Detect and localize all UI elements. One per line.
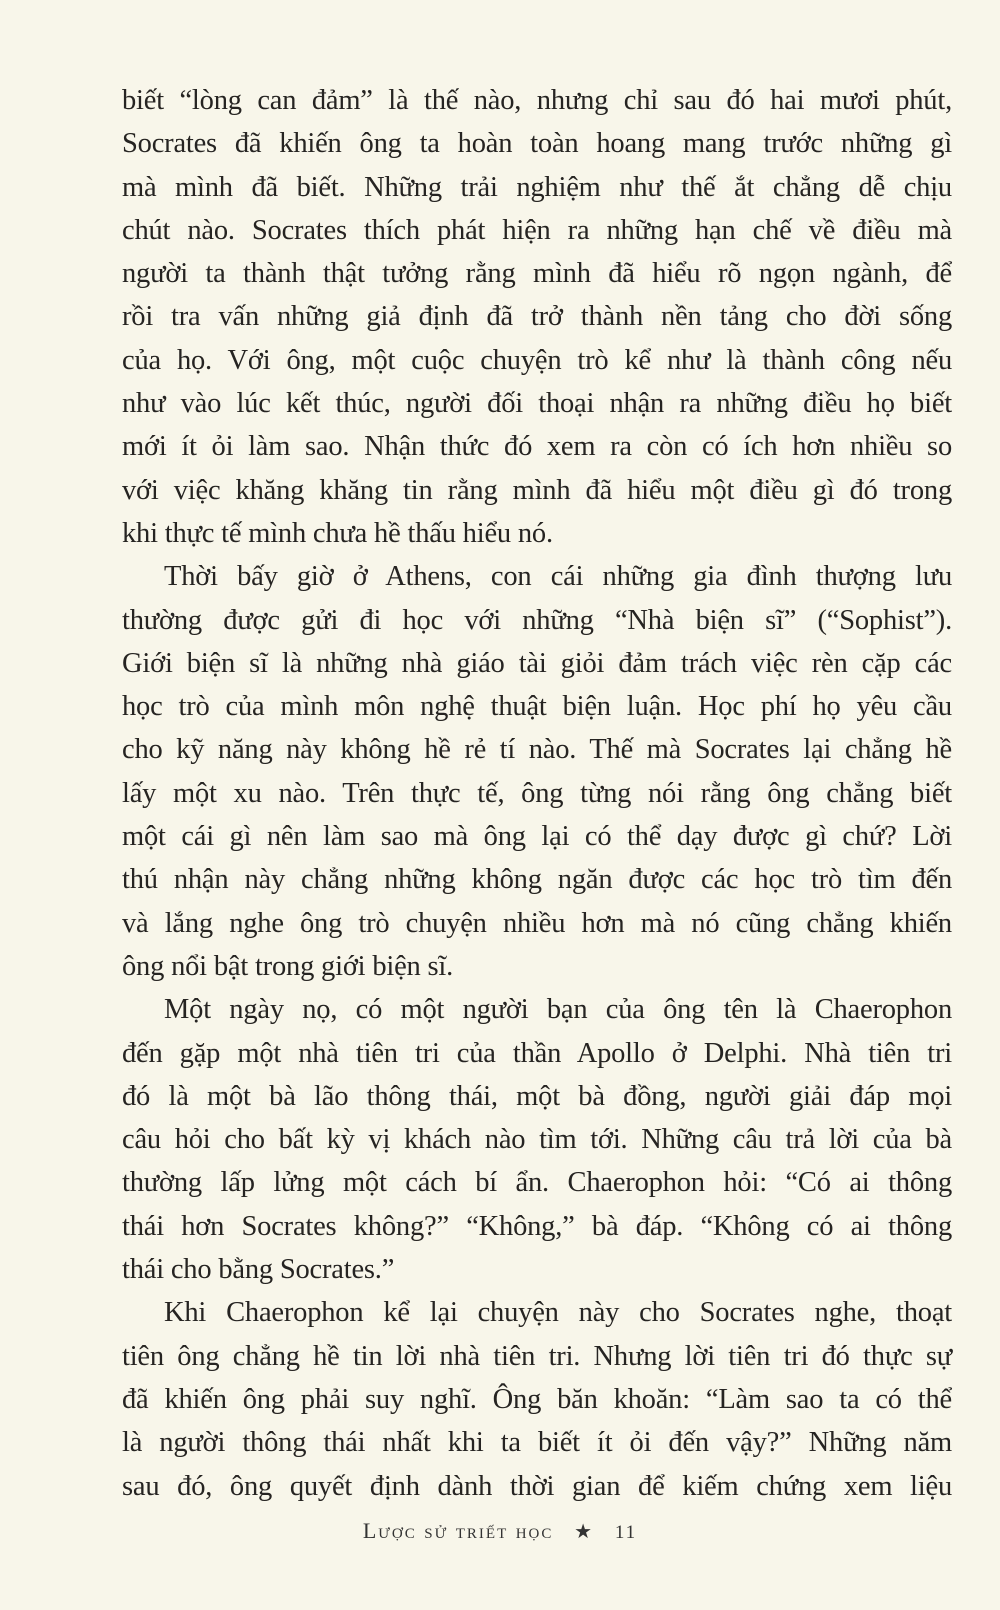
text-line: cho kỹ năng này không hề rẻ tí nào. Thế mà Socrates lại chẳng hề bbox=[122, 734, 952, 766]
paragraph bbox=[122, 988, 952, 1291]
text-line: mới ít ỏi làm sao. Nhận thức đó xem ra còn có ích hơn nhiều so bbox=[122, 431, 952, 463]
text-line: và lắng nghe ông trò chuyện nhiều hơn mà nó cũng chẳng khiến bbox=[122, 907, 952, 939]
text-line: đã khiến ông phải suy nghĩ. Ông băn khoăn: “Làm sao ta có thể bbox=[122, 1383, 952, 1415]
text-line: Một ngày nọ, có một người bạn của ông tên là Chaerophon bbox=[164, 994, 952, 1026]
text-line: tiên ông chẳng hề tin lời nhà tiên tri. Nhưng lời tiên tri đó thực sự bbox=[122, 1340, 952, 1372]
star-ornament-icon: ★ bbox=[574, 1521, 595, 1543]
text-line: như vào lúc kết thúc, người đối thoại nhận ra những điều họ biết bbox=[122, 388, 952, 420]
text-line: Giới biện sĩ là những nhà giáo tài giỏi đảm trách việc rèn cặp các bbox=[122, 647, 952, 679]
paragraph bbox=[122, 1291, 952, 1507]
page-body-text bbox=[122, 79, 952, 1508]
text-line: sau đó, ông quyết định dành thời gian để kiếm chứng xem liệu bbox=[122, 1470, 952, 1502]
paragraph bbox=[122, 79, 952, 555]
text-line: là người thông thái nhất khi ta biết ít ỏi đến vậy?” Những năm bbox=[122, 1427, 952, 1459]
running-footer-book-title: Lược sử triết học bbox=[362, 1518, 554, 1543]
text-line: học trò của mình môn nghệ thuật biện luận. Học phí họ yêu cầu bbox=[122, 691, 952, 723]
text-line: người ta thành thật tưởng rằng mình đã hiểu rõ ngọn ngành, để bbox=[122, 258, 952, 290]
page-footer bbox=[0, 1518, 1000, 1544]
text-line: Socrates đã khiến ông ta hoàn toàn hoang mang trước những gì bbox=[122, 128, 952, 160]
text-line: Thời bấy giờ ở Athens, con cái những gia đình thượng lưu bbox=[164, 561, 952, 593]
text-line: đến gặp một nhà tiên tri của thần Apollo ở Delphi. Nhà tiên tri bbox=[122, 1037, 952, 1069]
text-line: câu hỏi cho bất kỳ vị khách nào tìm tới. Những câu trả lời của bà bbox=[122, 1124, 952, 1156]
text-line: của họ. Với ông, một cuộc chuyện trò kể như là thành công nếu bbox=[122, 344, 952, 376]
text-line: biết “lòng can đảm” là thế nào, nhưng chỉ sau đó hai mươi phút, bbox=[122, 85, 952, 116]
text-line: với việc khăng khăng tin rằng mình đã hiểu một điều gì đó trong bbox=[122, 474, 952, 506]
text-line: thường được gửi đi học với những “Nhà biện sĩ” (“Sophist”). bbox=[122, 604, 952, 636]
text-line: thái hơn Socrates không?” “Không,” bà đáp. “Không có ai thông bbox=[122, 1210, 952, 1242]
paragraph bbox=[122, 555, 952, 988]
text-line: ông nổi bật trong giới biện sĩ. bbox=[122, 950, 454, 982]
text-line: Khi Chaerophon kể lại chuyện này cho Socrates nghe, thoạt bbox=[164, 1297, 952, 1329]
text-line: thú nhận này chẳng những không ngăn được các học trò tìm đến bbox=[122, 864, 952, 896]
text-line: thường lấp lửng một cách bí ẩn. Chaerophon hỏi: “Có ai thông bbox=[122, 1167, 952, 1199]
text-line: rồi tra vấn những giả định đã trở thành nền tảng cho đời sống bbox=[122, 301, 952, 333]
text-line: khi thực tế mình chưa hề thấu hiểu nó. bbox=[122, 517, 553, 549]
text-line: lấy một xu nào. Trên thực tế, ông từng nói rằng ông chẳng biết bbox=[122, 777, 952, 809]
text-line: thái cho bằng Socrates.” bbox=[122, 1254, 395, 1286]
text-line: mà mình đã biết. Những trải nghiệm như thế ắt chẳng dễ chịu bbox=[122, 171, 952, 203]
text-line: đó là một bà lão thông thái, một bà đồng, người giải đáp mọi bbox=[122, 1080, 952, 1112]
page-number: 11 bbox=[614, 1522, 638, 1543]
text-line: chút nào. Socrates thích phát hiện ra những hạn chế về điều mà bbox=[122, 214, 952, 246]
text-line: một cái gì nên làm sao mà ông lại có thể dạy được gì chứ? Lời bbox=[122, 821, 952, 853]
